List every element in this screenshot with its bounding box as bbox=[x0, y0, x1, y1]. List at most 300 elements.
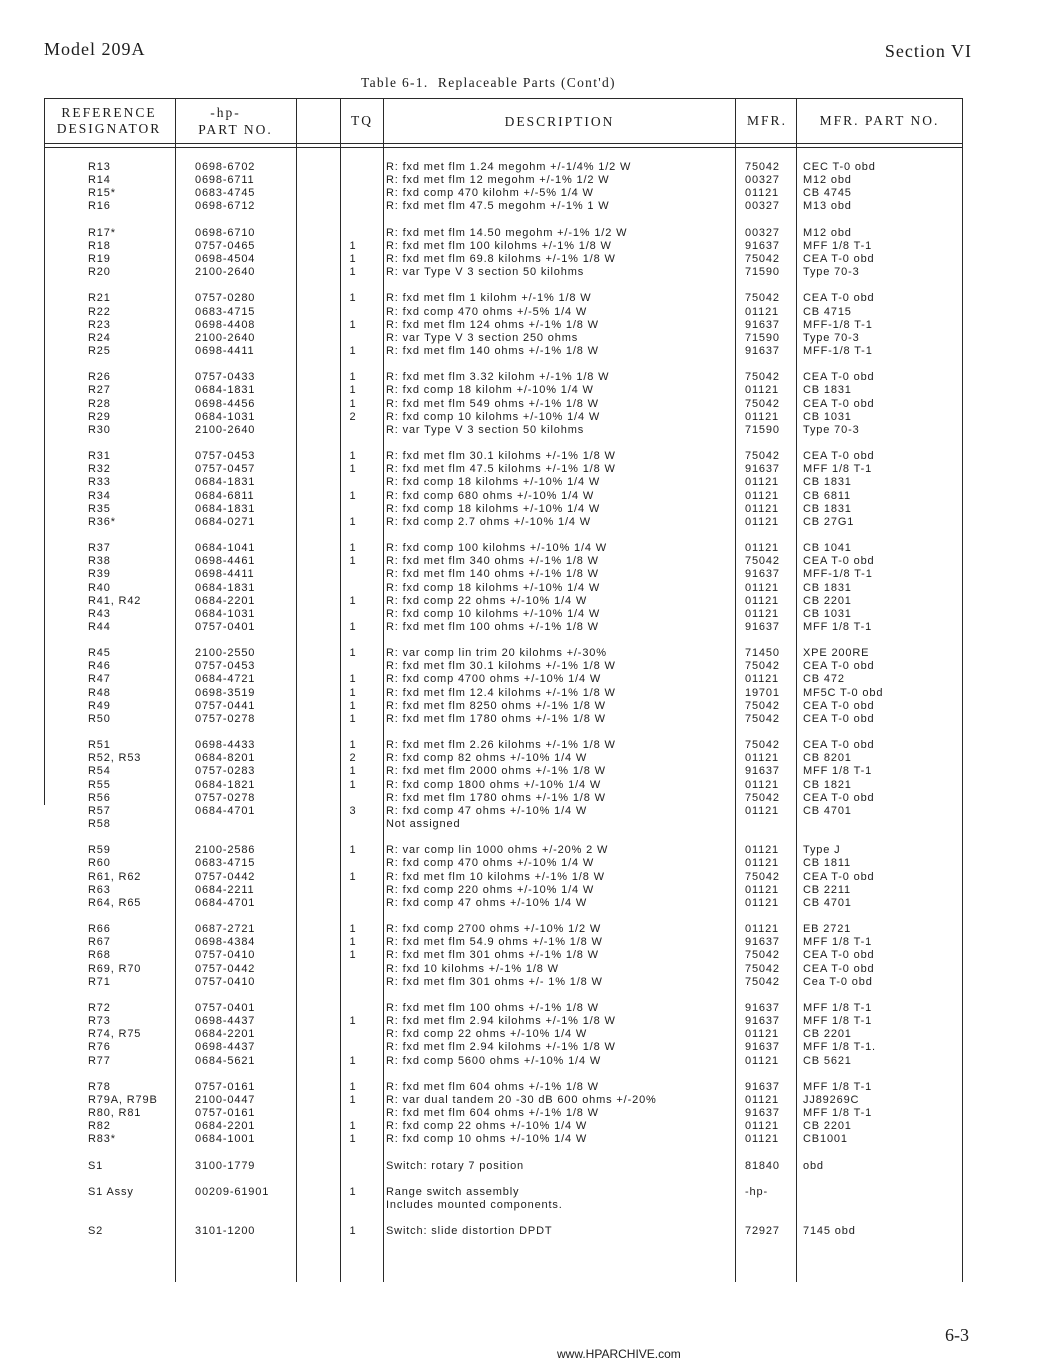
description: R: fxd comp 4700 ohms +/-10% 1/4 W bbox=[386, 673, 602, 686]
hp-part-number: 0757-0410 bbox=[195, 975, 256, 988]
table-title: Table 6-1. Replaceable Parts (Cont'd) bbox=[361, 75, 616, 90]
table-row bbox=[0, 555, 1050, 568]
manufacturer-code: 01121 bbox=[745, 607, 780, 620]
table-row bbox=[0, 857, 1050, 870]
table-row bbox=[0, 792, 1050, 805]
parts-table-body bbox=[0, 161, 1050, 1239]
column-header-reference bbox=[48, 105, 170, 137]
hp-part-number: 0698-4504 bbox=[195, 252, 256, 265]
column-header-tq: TQ bbox=[351, 113, 373, 128]
manufacturer-part-number: MFF 1/8 T-1 bbox=[803, 1015, 873, 1028]
manufacturer-part-number: M12 obd bbox=[803, 174, 852, 187]
table-row bbox=[0, 568, 1050, 581]
manufacturer-code: 01121 bbox=[745, 752, 780, 765]
manufacturer-code: 75042 bbox=[745, 252, 780, 265]
hp-part-number: 0757-0278 bbox=[195, 791, 256, 804]
reference-designator: R55 bbox=[88, 778, 111, 791]
reference-designator: R17* bbox=[88, 226, 116, 239]
total-quantity: 1 bbox=[349, 778, 357, 791]
reference-designator: R78 bbox=[88, 1080, 111, 1093]
column-header-reference-line2: DESIGNATOR bbox=[56, 121, 162, 136]
manufacturer-part-number: EB 2721 bbox=[803, 923, 852, 936]
section-title: Section VI bbox=[884, 41, 972, 61]
table-row bbox=[0, 463, 1050, 476]
manufacturer-part-number: CB 27G1 bbox=[803, 515, 855, 528]
hp-part-number: 0698-6710 bbox=[195, 226, 256, 239]
table-row bbox=[0, 818, 1050, 831]
manufacturer-part-number: CEA T-0 obd bbox=[803, 949, 875, 962]
part-group bbox=[0, 1160, 1050, 1173]
description: R: fxd met flm 54.9 ohms +/-1% 1/8 W bbox=[386, 936, 603, 949]
description: R: fxd met flm 47.5 kilohms +/-1% 1/8 W bbox=[386, 463, 616, 476]
reference-designator: R19 bbox=[88, 252, 111, 265]
hp-part-number: 0684-8201 bbox=[195, 752, 256, 765]
part-group bbox=[0, 161, 1050, 214]
table-row bbox=[0, 1133, 1050, 1146]
manufacturer-code: 91637 bbox=[745, 936, 780, 949]
total-quantity: 1 bbox=[349, 647, 357, 660]
manufacturer-code: 01121 bbox=[745, 515, 780, 528]
table-row bbox=[0, 779, 1050, 792]
table-row bbox=[0, 884, 1050, 897]
part-group bbox=[0, 1225, 1050, 1238]
manufacturer-code: 01121 bbox=[745, 305, 780, 318]
reference-designator: R29 bbox=[88, 410, 111, 423]
manufacturer-code: 72927 bbox=[745, 1225, 780, 1238]
reference-designator: R32 bbox=[88, 463, 111, 476]
manufacturer-code: 75042 bbox=[745, 161, 780, 173]
reference-designator: R64, R65 bbox=[88, 896, 142, 909]
manufacturer-part-number: CB1001 bbox=[803, 1133, 848, 1146]
manufacturer-part-number: CB 8201 bbox=[803, 752, 852, 765]
footer-url: www.HPARCHIVE.com bbox=[557, 1347, 681, 1361]
description: R: var Type V 3 section 50 kilohms bbox=[386, 423, 585, 436]
description: R: var Type V 3 section 250 ohms bbox=[386, 331, 579, 344]
description: R: fxd met flm 549 ohms +/-1% 1/8 W bbox=[386, 397, 599, 410]
description: R: fxd comp 82 ohms +/-10% 1/4 W bbox=[386, 752, 588, 765]
manufacturer-part-number: CEA T-0 obd bbox=[803, 739, 875, 752]
reference-designator: R45 bbox=[88, 647, 111, 660]
manufacturer-part-number: CB 4701 bbox=[803, 804, 852, 817]
hp-part-number: 2100-2550 bbox=[195, 647, 256, 660]
manufacturer-part-number: MFF-1/8 T-1 bbox=[803, 318, 873, 331]
total-quantity: 1 bbox=[349, 515, 357, 528]
table-row bbox=[0, 871, 1050, 884]
reference-designator: R80, R81 bbox=[88, 1107, 142, 1120]
table-top-border bbox=[44, 98, 962, 99]
table-row bbox=[0, 1041, 1050, 1054]
reference-designator: R72 bbox=[88, 1002, 111, 1014]
total-quantity: 1 bbox=[349, 673, 357, 686]
hp-part-number: 0684-4701 bbox=[195, 804, 256, 817]
manufacturer-code: 01121 bbox=[745, 896, 780, 909]
reference-designator: R33 bbox=[88, 476, 111, 489]
table-row bbox=[0, 306, 1050, 319]
total-quantity: 1 bbox=[349, 712, 357, 725]
manufacturer-part-number: Type 70-3 bbox=[803, 423, 860, 436]
description: R: fxd met flm 2.94 kilohms +/-1% 1/8 W bbox=[386, 1041, 616, 1054]
hp-part-number: 0757-0433 bbox=[195, 371, 256, 384]
total-quantity: 1 bbox=[349, 949, 357, 962]
description: R: fxd met flm 14.50 megohm +/-1% 1/2 W bbox=[386, 226, 628, 239]
manufacturer-code: 91637 bbox=[745, 318, 780, 331]
hp-part-number: 0757-0441 bbox=[195, 699, 256, 712]
hp-part-number: 0757-0401 bbox=[195, 1002, 256, 1014]
manufacturer-part-number: MFF 1/8 T-1 bbox=[803, 239, 873, 252]
hp-part-number: 0684-1831 bbox=[195, 502, 256, 515]
description: R: fxd comp 18 kilohms +/-10% 1/4 W bbox=[386, 581, 601, 594]
reference-designator: R49 bbox=[88, 699, 111, 712]
description: R: fxd comp 470 ohms +/-10% 1/4 W bbox=[386, 857, 595, 870]
column-header-part-no-line2: PART NO. bbox=[198, 122, 273, 137]
table-row bbox=[0, 319, 1050, 332]
hp-part-number: 2100-2586 bbox=[195, 844, 256, 857]
manufacturer-code: 71590 bbox=[745, 423, 780, 436]
manufacturer-part-number: CEA T-0 obd bbox=[803, 699, 875, 712]
manufacturer-part-number: CB 1821 bbox=[803, 778, 852, 791]
manufacturer-part-number: Type 70-3 bbox=[803, 266, 860, 279]
table-row bbox=[0, 660, 1050, 673]
hp-part-number: 0684-1031 bbox=[195, 410, 256, 423]
description: Not assigned bbox=[386, 818, 461, 831]
table-row bbox=[0, 200, 1050, 213]
reference-designator: R41, R42 bbox=[88, 594, 142, 607]
table-row bbox=[0, 608, 1050, 621]
table-row bbox=[0, 1015, 1050, 1028]
manufacturer-code: 01121 bbox=[745, 542, 780, 555]
total-quantity: 1 bbox=[349, 463, 357, 476]
reference-designator: R61, R62 bbox=[88, 870, 142, 883]
part-group bbox=[0, 227, 1050, 280]
total-quantity: 1 bbox=[349, 1185, 357, 1198]
hp-part-number: 0757-0465 bbox=[195, 239, 256, 252]
description: R: fxd met flm 30.1 kilohms +/-1% 1/8 W bbox=[386, 450, 616, 463]
manufacturer-part-number: CB 1831 bbox=[803, 476, 852, 489]
manufacturer-code: 01121 bbox=[745, 1120, 780, 1133]
total-quantity: 1 bbox=[349, 450, 357, 463]
hp-part-number: 0757-0442 bbox=[195, 962, 256, 975]
manufacturer-part-number: CEA T-0 obd bbox=[803, 791, 875, 804]
description: R: fxd comp 22 ohms +/-10% 1/4 W bbox=[386, 594, 588, 607]
table-row bbox=[0, 398, 1050, 411]
hp-part-number: 2100-2640 bbox=[195, 266, 256, 279]
hp-part-number: 0757-0161 bbox=[195, 1107, 256, 1120]
table-row bbox=[0, 1186, 1050, 1199]
total-quantity: 1 bbox=[349, 1015, 357, 1028]
manufacturer-part-number: CEA T-0 obd bbox=[803, 252, 875, 265]
manufacturer-code: 75042 bbox=[745, 555, 780, 568]
hp-part-number: 0698-4408 bbox=[195, 318, 256, 331]
column-header-mfr: MFR. bbox=[747, 113, 787, 128]
header-bottom-rule bbox=[44, 143, 962, 144]
hp-part-number: 00209-61901 bbox=[195, 1185, 270, 1198]
description: R: fxd comp 22 ohms +/-10% 1/4 W bbox=[386, 1120, 588, 1133]
table-row bbox=[0, 1160, 1050, 1173]
hp-part-number: 0684-6811 bbox=[195, 489, 255, 502]
description: R: fxd met flm 8250 ohms +/-1% 1/8 W bbox=[386, 699, 606, 712]
manufacturer-part-number: MFF-1/8 T-1 bbox=[803, 344, 873, 357]
description: R: fxd comp 18 kilohm +/-10% 1/4 W bbox=[386, 384, 594, 397]
reference-designator: R30 bbox=[88, 423, 111, 436]
reference-designator: R43 bbox=[88, 607, 111, 620]
reference-designator: R57 bbox=[88, 804, 111, 817]
table-row bbox=[0, 1199, 1050, 1212]
reference-designator: R37 bbox=[88, 542, 111, 555]
table-row bbox=[0, 805, 1050, 818]
hp-part-number: 0757-0283 bbox=[195, 765, 256, 778]
manufacturer-code: 00327 bbox=[745, 226, 780, 239]
table-row bbox=[0, 582, 1050, 595]
manufacturer-code: 71590 bbox=[745, 266, 780, 279]
description: R: fxd met flm 100 ohms +/-1% 1/8 W bbox=[386, 620, 599, 633]
column-header-part-no-line1: -hp- bbox=[210, 105, 241, 120]
part-group bbox=[0, 844, 1050, 910]
hp-part-number: 0684-1831 bbox=[195, 476, 256, 489]
reference-designator: S2 bbox=[88, 1225, 104, 1238]
description: R: fxd met flm 100 ohms +/-1% 1/8 W bbox=[386, 1002, 599, 1014]
manufacturer-part-number: CEA T-0 obd bbox=[803, 870, 875, 883]
manufacturer-part-number: 7145 obd bbox=[803, 1225, 856, 1238]
manufacturer-part-number: CB 2211 bbox=[803, 883, 851, 896]
manufacturer-code: 01121 bbox=[745, 581, 780, 594]
description: Switch: slide distortion DPDT bbox=[386, 1225, 553, 1238]
part-group bbox=[0, 542, 1050, 634]
manufacturer-code: 91637 bbox=[745, 1107, 780, 1120]
reference-designator: R27 bbox=[88, 384, 111, 397]
manufacturer-part-number: MF5C T-0 obd bbox=[803, 686, 884, 699]
manufacturer-code: 91637 bbox=[745, 620, 780, 633]
manufacturer-code: 01121 bbox=[745, 410, 780, 423]
table-row bbox=[0, 490, 1050, 503]
manufacturer-code: 01121 bbox=[745, 804, 780, 817]
manufacturer-code: 91637 bbox=[745, 1041, 780, 1054]
hp-part-number: 0757-0161 bbox=[195, 1080, 256, 1093]
manufacturer-part-number: CB 1831 bbox=[803, 502, 852, 515]
table-row bbox=[0, 647, 1050, 660]
manufacturer-part-number: Type J bbox=[803, 844, 841, 857]
reference-designator: R79A, R79B bbox=[88, 1093, 158, 1106]
description: R: fxd comp 470 ohms +/-5% 1/4 W bbox=[386, 305, 588, 318]
reference-designator: R50 bbox=[88, 712, 111, 725]
manufacturer-code: 75042 bbox=[745, 791, 780, 804]
manufacturer-code: 75042 bbox=[745, 975, 780, 988]
description: R: fxd met flm 301 ohms +/- 1% 1/8 W bbox=[386, 975, 603, 988]
reference-designator: R14 bbox=[88, 174, 111, 187]
description: R: fxd met flm 47.5 megohm +/-1% 1 W bbox=[386, 200, 610, 213]
manufacturer-code: 75042 bbox=[745, 870, 780, 883]
reference-designator: R16 bbox=[88, 200, 111, 213]
total-quantity: 1 bbox=[349, 686, 357, 699]
table-row bbox=[0, 542, 1050, 555]
reference-designator: R22 bbox=[88, 305, 111, 318]
manufacturer-part-number: MFF 1/8 T-1 bbox=[803, 936, 873, 949]
reference-designator: R15* bbox=[88, 187, 116, 200]
hp-part-number: 0684-2201 bbox=[195, 1120, 256, 1133]
manufacturer-code: 81840 bbox=[745, 1159, 780, 1172]
part-group bbox=[0, 647, 1050, 726]
table-row bbox=[0, 227, 1050, 240]
total-quantity: 1 bbox=[349, 489, 357, 502]
description: R: fxd comp 10 ohms +/-10% 1/4 W bbox=[386, 1133, 588, 1146]
hp-part-number: 0684-1821 bbox=[195, 778, 256, 791]
table-row bbox=[0, 174, 1050, 187]
total-quantity: 1 bbox=[349, 1093, 357, 1106]
description: R: var Type V 3 section 50 kilohms bbox=[386, 266, 585, 279]
total-quantity: 1 bbox=[349, 699, 357, 712]
manufacturer-part-number: CEA T-0 obd bbox=[803, 712, 875, 725]
manufacturer-part-number: CB 2201 bbox=[803, 594, 852, 607]
manufacturer-code: 01121 bbox=[745, 1054, 780, 1067]
reference-designator: R73 bbox=[88, 1015, 111, 1028]
hp-part-number: 0698-4433 bbox=[195, 739, 256, 752]
description: R: fxd met flm 30.1 kilohms +/-1% 1/8 W bbox=[386, 660, 616, 673]
manufacturer-code: 01121 bbox=[745, 673, 780, 686]
part-group bbox=[0, 923, 1050, 989]
reference-designator: R13 bbox=[88, 161, 111, 173]
hp-part-number: 2100-0447 bbox=[195, 1093, 256, 1106]
hp-part-number: 0687-2721 bbox=[195, 923, 256, 936]
description: Switch: rotary 7 position bbox=[386, 1159, 525, 1172]
hp-part-number: 0684-5621 bbox=[195, 1054, 256, 1067]
table-row bbox=[0, 450, 1050, 463]
description: R: fxd comp 47 ohms +/-10% 1/4 W bbox=[386, 896, 588, 909]
manufacturer-part-number: M12 obd bbox=[803, 226, 852, 239]
reference-designator: R39 bbox=[88, 568, 111, 581]
description: Includes mounted components. bbox=[386, 1199, 563, 1212]
table-row bbox=[0, 713, 1050, 726]
part-group bbox=[0, 1002, 1050, 1068]
total-quantity: 1 bbox=[349, 397, 357, 410]
manufacturer-part-number: Cea T-0 obd bbox=[803, 975, 873, 988]
total-quantity: 1 bbox=[349, 266, 357, 279]
description: R: fxd met flm 1.24 megohm +/-1/4% 1/2 W bbox=[386, 161, 632, 173]
hp-part-number: 0684-0271 bbox=[195, 515, 256, 528]
table-row bbox=[0, 424, 1050, 437]
table-row bbox=[0, 1028, 1050, 1041]
manufacturer-code: 75042 bbox=[745, 292, 780, 305]
total-quantity: 1 bbox=[349, 1080, 357, 1093]
table-row bbox=[0, 923, 1050, 936]
manufacturer-part-number: CB 1831 bbox=[803, 581, 852, 594]
manufacturer-code: 01121 bbox=[745, 1133, 780, 1146]
manufacturer-code: 91637 bbox=[745, 1015, 780, 1028]
manufacturer-code: 75042 bbox=[745, 699, 780, 712]
part-group bbox=[0, 1081, 1050, 1147]
manufacturer-code: 75042 bbox=[745, 660, 780, 673]
reference-designator: R82 bbox=[88, 1120, 111, 1133]
part-group bbox=[0, 739, 1050, 831]
hp-part-number: 0684-2201 bbox=[195, 1028, 256, 1041]
reference-designator: R26 bbox=[88, 371, 111, 384]
part-group bbox=[0, 1186, 1050, 1212]
hp-part-number: 3100-1779 bbox=[195, 1159, 256, 1172]
description: R: fxd comp 470 kilohm +/-5% 1/4 W bbox=[386, 187, 594, 200]
table-row bbox=[0, 595, 1050, 608]
reference-designator: R18 bbox=[88, 239, 111, 252]
reference-designator: R59 bbox=[88, 844, 111, 857]
manufacturer-code: 01121 bbox=[745, 384, 780, 397]
description: R: fxd comp 18 kilohms +/-10% 1/4 W bbox=[386, 476, 601, 489]
reference-designator: R77 bbox=[88, 1054, 111, 1067]
hp-part-number: 0698-6712 bbox=[195, 200, 256, 213]
description: R: fxd met flm 340 ohms +/-1% 1/8 W bbox=[386, 555, 599, 568]
manufacturer-code: 01121 bbox=[745, 923, 780, 936]
manufacturer-code: 01121 bbox=[745, 857, 780, 870]
manufacturer-code: 01121 bbox=[745, 883, 780, 896]
part-group bbox=[0, 371, 1050, 437]
manufacturer-part-number: CB 1811 bbox=[803, 857, 851, 870]
hp-part-number: 0698-4411 bbox=[195, 344, 255, 357]
table-row bbox=[0, 897, 1050, 910]
manufacturer-code: 91637 bbox=[745, 1080, 780, 1093]
hp-part-number: 0757-0410 bbox=[195, 949, 256, 962]
total-quantity: 1 bbox=[349, 936, 357, 949]
hp-part-number: 0684-2201 bbox=[195, 594, 256, 607]
reference-designator: R63 bbox=[88, 883, 111, 896]
manufacturer-code: 91637 bbox=[745, 344, 780, 357]
hp-part-number: 0684-1001 bbox=[195, 1133, 256, 1146]
manufacturer-part-number: CB 4701 bbox=[803, 896, 852, 909]
table-row bbox=[0, 949, 1050, 962]
manufacturer-code: 75042 bbox=[745, 397, 780, 410]
table-row bbox=[0, 936, 1050, 949]
manufacturer-code: 91637 bbox=[745, 463, 780, 476]
reference-designator: R76 bbox=[88, 1041, 111, 1054]
reference-designator: R44 bbox=[88, 620, 111, 633]
description: R: fxd met flm 301 ohms +/-1% 1/8 W bbox=[386, 949, 599, 962]
total-quantity: 1 bbox=[349, 1133, 357, 1146]
reference-designator: R36* bbox=[88, 515, 116, 528]
reference-designator: R24 bbox=[88, 331, 111, 344]
table-row bbox=[0, 621, 1050, 634]
manufacturer-part-number: CB 1831 bbox=[803, 384, 852, 397]
manufacturer-part-number: CEA T-0 obd bbox=[803, 555, 875, 568]
manufacturer-code: 71590 bbox=[745, 331, 780, 344]
reference-designator: R25 bbox=[88, 344, 111, 357]
description: R: fxd comp 18 kilohms +/-10% 1/4 W bbox=[386, 502, 601, 515]
manufacturer-code: 01121 bbox=[745, 502, 780, 515]
manufacturer-part-number: CB 5621 bbox=[803, 1054, 852, 1067]
table-row bbox=[0, 384, 1050, 397]
hp-part-number: 0684-1831 bbox=[195, 581, 256, 594]
manufacturer-part-number: CEA T-0 obd bbox=[803, 450, 875, 463]
description: R: var comp lin 1000 ohms +/-20% 2 W bbox=[386, 844, 609, 857]
description: R: fxd met flm 12.4 kilohms +/-1% 1/8 W bbox=[386, 686, 616, 699]
total-quantity: 1 bbox=[349, 318, 357, 331]
total-quantity: 1 bbox=[349, 384, 357, 397]
part-group bbox=[0, 450, 1050, 529]
total-quantity: 2 bbox=[349, 752, 357, 765]
reference-designator: R20 bbox=[88, 266, 111, 279]
manufacturer-part-number: M13 obd bbox=[803, 200, 852, 213]
manufacturer-part-number: JJ89269C bbox=[803, 1093, 860, 1106]
reference-designator: R56 bbox=[88, 791, 111, 804]
description: R: fxd comp 2.7 ohms +/-10% 1/4 W bbox=[386, 515, 592, 528]
manufacturer-part-number: CB 6811 bbox=[803, 489, 851, 502]
manufacturer-part-number: obd bbox=[803, 1159, 824, 1172]
reference-designator: R40 bbox=[88, 581, 111, 594]
reference-designator: R67 bbox=[88, 936, 111, 949]
table-row bbox=[0, 1107, 1050, 1120]
description: R: fxd comp 2700 ohms +/-10% 1/2 W bbox=[386, 923, 602, 936]
table-row bbox=[0, 844, 1050, 857]
description: R: fxd met flm 2.26 kilohms +/-1% 1/8 W bbox=[386, 739, 616, 752]
description: R: fxd met flm 12 megohm +/-1% 1/2 W bbox=[386, 174, 610, 187]
total-quantity: 1 bbox=[349, 292, 357, 305]
manufacturer-code: 91637 bbox=[745, 568, 780, 581]
table-row bbox=[0, 1120, 1050, 1133]
page-number: 6-3 bbox=[945, 1325, 969, 1345]
